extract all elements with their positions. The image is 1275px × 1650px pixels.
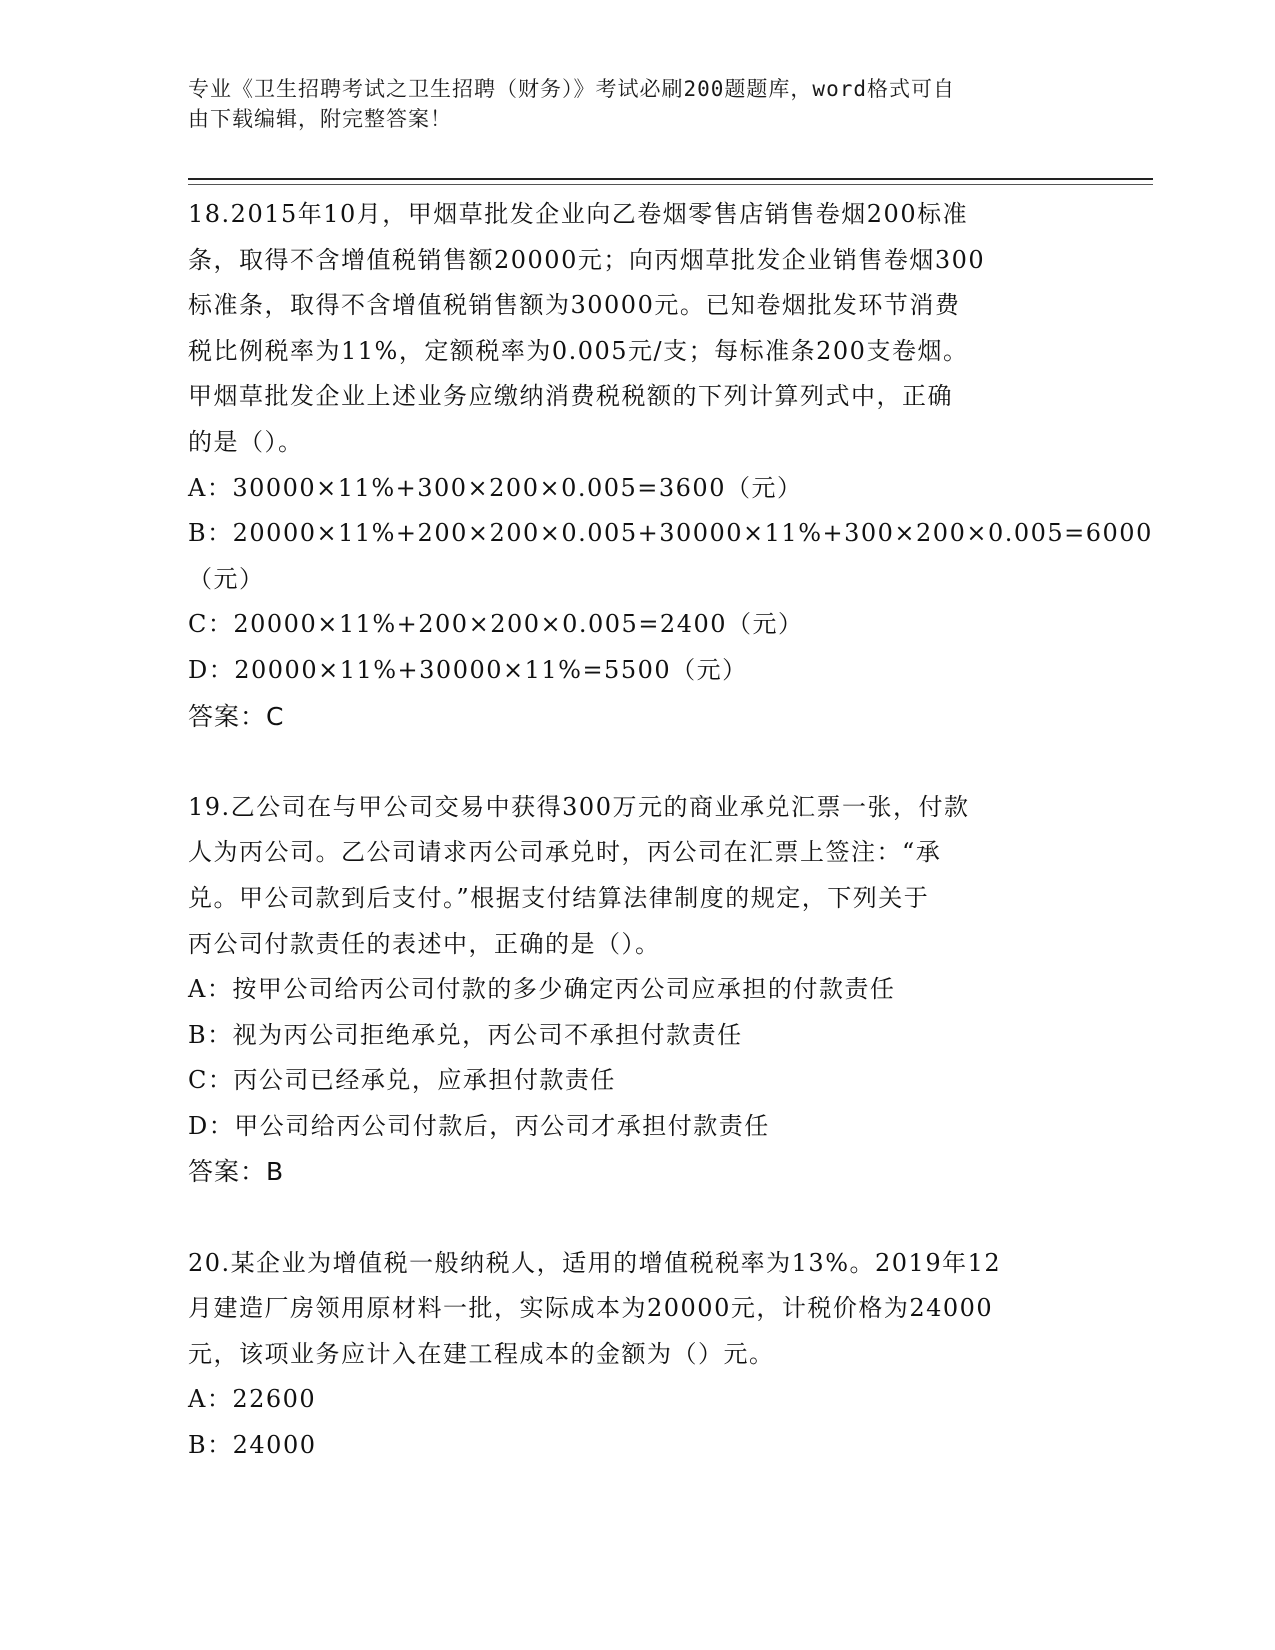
question-stem-line: 标准条，取得不含增值税销售额为30000元。已知卷烟批发环节消费 [188,291,961,320]
question-18 [188,192,1188,739]
question-stem-line: 19.乙公司在与甲公司交易中获得300万元的商业承兑汇票一张，付款 [188,792,970,821]
header-line: 由下载编辑，附完整答案！ [188,107,452,131]
option-c: C：丙公司已经承兑，应承担付款责任 [188,1066,616,1095]
option-d: D：20000×11%+30000×11%=5500（元） [188,655,748,684]
option-a: A：22600 [188,1385,317,1414]
option-b-continued: （元） [188,564,265,593]
question-stem-line: 18.2015年10月，甲烟草批发企业向乙卷烟零售店销售卷烟200标准 [188,200,969,228]
question-20 [188,1241,1188,1469]
option-b: B：视为丙公司拒绝承兑，丙公司不承担付款责任 [188,1020,743,1049]
question-stem-line: 20.某企业为增值税一般纳税人，适用的增值税税率为13%。2019年12 [188,1248,1002,1277]
option-c: C：20000×11%+200×200×0.005=2400（元） [188,610,804,639]
question-stem-line: 月建造厂房领用原材料一批，实际成本为20000元，计税价格为24000 [188,1294,994,1323]
question-spacer [188,739,1188,785]
header-line: 专业《卫生招聘考试之卫生招聘（财务）》考试必刷200题题库，word格式可自 [188,77,955,101]
question-stem-line: 人为丙公司。乙公司请求丙公司承兑时，丙公司在汇票上签注：“承 [188,838,942,867]
header-divider-thin [188,184,1153,185]
header-divider [188,178,1153,180]
option-b: B：20000×11%+200×200×0.005+30000×11%+300×200×0.005=6000 [188,519,1153,548]
answer-label: 答案：B [188,1157,285,1187]
question-stem-line: 税比例税率为11%，定额税率为0.005元/支；每标准条200支卷烟。 [188,336,969,365]
page-header [188,74,1088,134]
question-list [188,192,1188,1469]
question-19 [188,785,1188,1195]
answer-label: 答案：C [188,701,285,731]
question-stem-line: 元，该项业务应计入在建工程成本的金额为（）元。 [188,1339,775,1368]
question-stem-line: 条，取得不含增值税销售额20000元；向丙烟草批发企业销售卷烟300 [188,245,986,274]
question-stem-line: 兑。甲公司款到后支付。”根据支付结算法律制度的规定，下列关于 [188,883,930,912]
option-b: B：24000 [188,1431,317,1460]
option-a: A：按甲公司给丙公司付款的多少确定丙公司应承担的付款责任 [188,975,896,1004]
question-stem-line: 甲烟草批发企业上述业务应缴纳消费税税额的下列计算列式中，正确 [188,382,953,411]
option-d: D：甲公司给丙公司付款后，丙公司才承担付款责任 [188,1111,770,1140]
question-stem-line: 的是（）。 [188,427,304,456]
option-a: A：30000×11%+300×200×0.005=3600（元） [188,473,803,502]
question-stem-line: 丙公司付款责任的表述中，正确的是（）。 [188,929,661,958]
question-spacer [188,1195,1188,1241]
